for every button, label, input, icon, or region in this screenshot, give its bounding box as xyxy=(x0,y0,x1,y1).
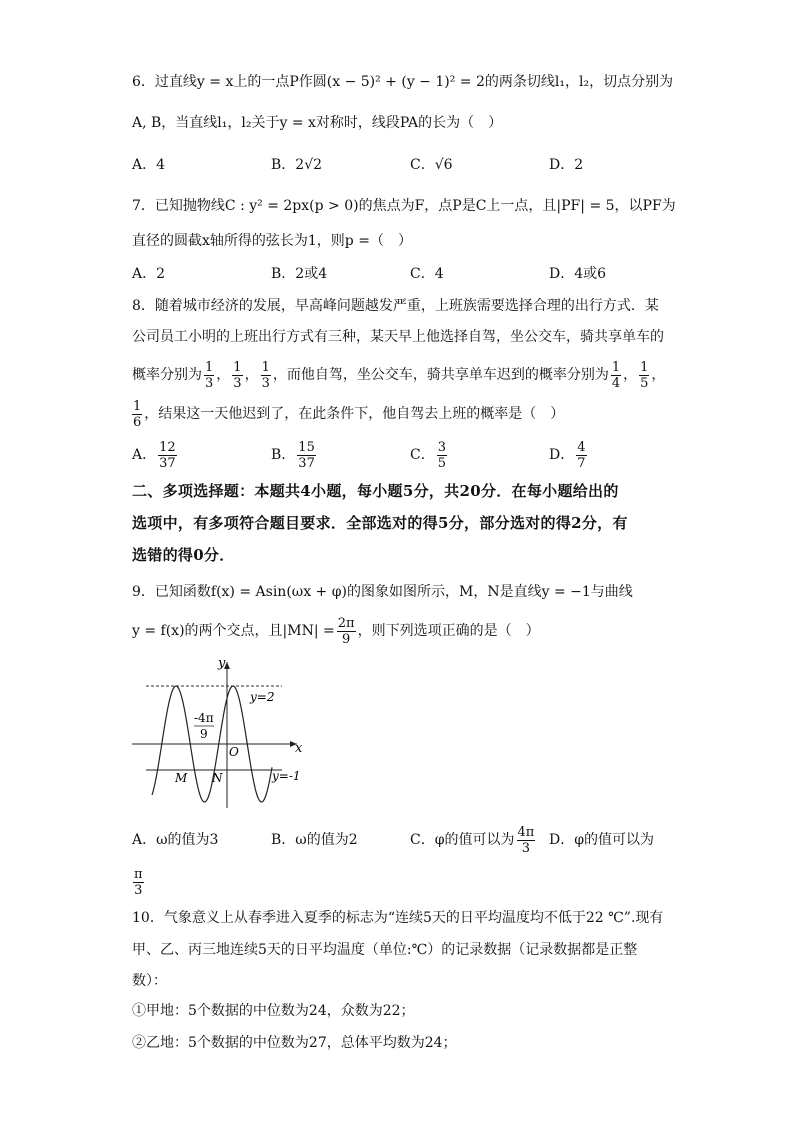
q10-line2: 甲、乙、丙三地连续5天的日平均温度（单位:℃）的记录数据（记录数据都是正整 xyxy=(132,942,638,958)
fraction: $\frac{1}{5}$ xyxy=(640,359,649,391)
x-axis-label: x xyxy=(295,741,303,756)
function-graph xyxy=(132,656,312,812)
q6-option-a: A．4 xyxy=(132,157,166,173)
q8-line4 xyxy=(130,397,564,431)
q6-option-b: B．2√2 xyxy=(271,157,323,173)
q9-line2: y = f(x)的两个交点，且|MN| = $\frac{2\pi}{9}$ ，则下列选项正确的是（ ） xyxy=(132,615,540,647)
q10-line1: 10．气象意义上从春季进入夏季的标志为“连续5天的日平均温度均不低于22 ℃”.现有 xyxy=(132,910,664,926)
q9-option-b: B．ω的值为2 xyxy=(271,832,358,848)
q7-line2: 直径的圆截x轴所得的弦长为1，则p =（ ） xyxy=(132,233,412,249)
q8-line4-post: ，结果这一天他迟到了，在此条件下，他自驾去上班的概率是（ ） xyxy=(144,406,565,422)
section2-line1: 二、多项选择题：本题共4小题，每小题5分，共20分．在每小题给出的 xyxy=(132,482,619,500)
q9-option-c: C．φ的值可以为 $\frac{4\pi}{3}$ xyxy=(410,824,535,856)
q8-option-b: B． $\frac{15}{37}$ xyxy=(271,439,315,471)
q7-line1: 7．已知抛物线C : y² = 2px(p > 0)的焦点为F，点P是C上一点，且|PF| = 5，以PF为 xyxy=(132,198,676,214)
y2-label: y=2 xyxy=(250,690,275,704)
q10-item2: ②乙地：5个数据的中位数为27，总体平均数为24； xyxy=(132,1035,457,1051)
q6-option-d: D．2 xyxy=(549,157,584,173)
q6-line1: 6．过直线y = x上的一点P作圆(x − 5)² + (y − 1)² = 2的两条切线l₁，l₂，切点分别为 xyxy=(132,74,674,90)
q7-option-b: B．2或4 xyxy=(271,266,328,282)
q8-option-d: D． $\frac{4}{7}$ xyxy=(549,439,586,471)
tick-numerator: -4π xyxy=(194,711,214,725)
q7-option-d: D．4或6 xyxy=(549,266,607,282)
origin-label: O xyxy=(229,745,239,759)
q8-option-c: C． $\frac{3}{5}$ xyxy=(410,439,446,471)
q7-option-c: C．4 xyxy=(410,266,444,282)
mn-fraction: $\frac{2\pi}{9}$ xyxy=(337,615,355,647)
fraction: $\frac{1}{4}$ xyxy=(611,359,621,391)
fraction: $\frac{1}{3}$ xyxy=(261,359,270,391)
section2-line3: 选错的得0分． xyxy=(132,546,235,564)
point-m-label: M xyxy=(175,771,188,785)
fraction: $\frac{1}{6}$ xyxy=(133,398,142,430)
q8-option-a: A． $\frac{12}{37}$ xyxy=(132,439,176,471)
section2-line2: 选项中，有多项符合题目要求．全部选对的得5分，部分选对的得2分，有 xyxy=(132,514,628,532)
y-axis-label: y xyxy=(218,656,226,671)
point-n-label: N xyxy=(212,771,223,785)
q8-line2: 公司员工小明的上班出行方式有三种，某天早上他选择自驾，坐公交车，骑共享单车的 xyxy=(132,329,664,345)
q9-line1: 9．已知函数f(x) = Asin(ωx + φ)的图象如图所示，M，N是直线y = −1与曲线 xyxy=(132,584,633,600)
q9-option-d-frac: $\frac{\pi}{3}$ xyxy=(134,866,143,898)
ym1-label: y=-1 xyxy=(272,769,301,783)
q6-line2: A, B，当直线l₁，l₂关于y = x对称时，线段PA的长为（ ） xyxy=(132,115,503,131)
fraction: $\frac{1}{3}$ xyxy=(233,359,242,391)
tick-denominator: 9 xyxy=(200,727,208,741)
fraction: $\frac{1}{3}$ xyxy=(205,359,214,391)
q8-line1: 8．随着城市经济的发展，早高峰问题越发严重，上班族需要选择合理的出行方式．某 xyxy=(132,298,659,314)
q9-option-a: A．ω的值为3 xyxy=(132,832,219,848)
q8-line3-mid: ，而他自驾，坐公交车，骑共享单车迟到的概率分别为 xyxy=(272,367,609,383)
q7-option-a: A．2 xyxy=(132,266,166,282)
q9-option-d: D．φ的值可以为 xyxy=(549,832,655,848)
q8-line3-pre: 概率分别为 xyxy=(132,367,202,383)
q10-item1: ①甲地：5个数据的中位数为24，众数为22； xyxy=(132,1003,415,1019)
q8-line3: 概率分别为 $\frac{1}{3}$ ， $\frac{1}{3}$ ， $\frac{1}{3}$ ，而他自驾，坐公交车，骑共享单车迟到的概率分别为 $\frac{1}{4}$ ， $\frac{1}{5}$ ， xyxy=(132,359,666,391)
q6-option-c: C．√6 xyxy=(410,157,453,173)
q10-line3: 数）： xyxy=(132,973,167,989)
